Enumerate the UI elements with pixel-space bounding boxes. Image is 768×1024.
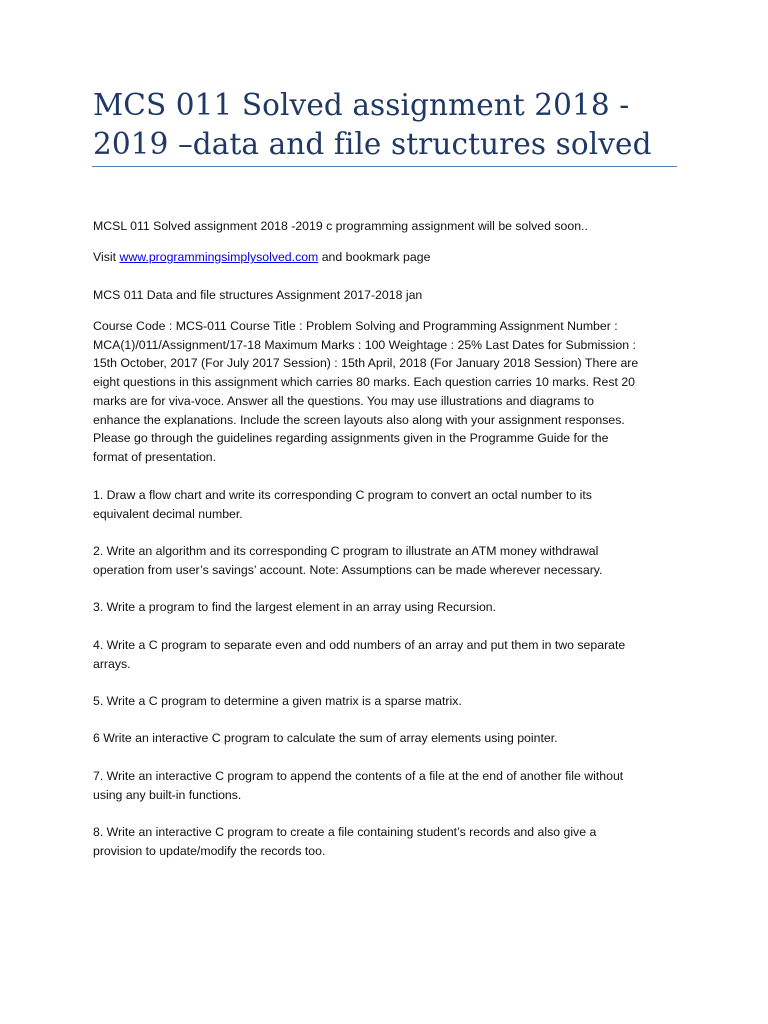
visit-prefix: Visit — [93, 250, 120, 264]
question-line: 7. Write an interactive C program to append the contents of a file at the end of another file without — [93, 769, 624, 783]
course-details-line: eight questions in this assignment which carries 80 marks. Each question carries 10 marks. Rest 20 — [93, 375, 635, 390]
course-details-line: Please go through the guidelines regarding assignments given in the Programme Guide for the — [93, 431, 609, 446]
question-4 — [93, 636, 683, 673]
course-details-paragraph — [93, 317, 683, 467]
question-5 — [93, 692, 683, 711]
question-8 — [93, 823, 683, 860]
question-6 — [93, 729, 683, 748]
course-details-line: marks are for viva-voce. Answer all the questions. You may use illustrations and diagrams to — [93, 393, 595, 408]
assignment-heading: MCS 011 Data and file structures Assignment 2017-2018 jan — [93, 288, 423, 302]
question-line: 1. Draw a flow chart and write its corresponding C program to convert an octal number to its — [93, 488, 592, 502]
question-1 — [93, 486, 683, 523]
course-details-line: format of presentation. — [93, 449, 217, 464]
question-line: operation from user’s savings’ account. Note: Assumptions can be made wherever necessary. — [93, 562, 603, 577]
question-line: arrays. — [93, 656, 131, 671]
course-details-line: enhance the explanations. Include the screen layouts also along with your assignment responses. — [93, 412, 625, 427]
question-line: provision to update/modify the records too. — [93, 843, 326, 858]
question-3 — [93, 598, 683, 617]
website-link[interactable]: www.programmingsimplysolved.com — [119, 250, 319, 264]
document-title-line-2: 2019 –data and file structures solved — [93, 127, 652, 161]
visit-suffix: and bookmark page — [318, 250, 431, 264]
title-underline-rule — [92, 166, 677, 167]
course-details-line: Course Code : MCS-011 Course Title : Problem Solving and Programming Assignment Number : — [93, 319, 618, 333]
question-line: 5. Write a C program to determine a given matrix is a sparse matrix. — [93, 694, 462, 708]
course-details-line: 15th October, 2017 (For July 2017 Session) : 15th April, 2018 (For January 2018 Session) There are — [93, 356, 639, 371]
question-line: using any built-in functions. — [93, 787, 242, 802]
visit-line — [93, 248, 683, 267]
question-line: 6 Write an interactive C program to calculate the sum of array elements using pointer. — [93, 731, 558, 745]
document-title-line-1: MCS 011 Solved assignment 2018 - — [93, 88, 630, 122]
question-line: 4. Write a C program to separate even and odd numbers of an array and put them in two separate — [93, 638, 626, 652]
mcsl-note: MCSL 011 Solved assignment 2018 -2019 c programming assignment will be solved soon.. — [93, 219, 588, 233]
question-2 — [93, 542, 683, 579]
question-line: equivalent decimal number. — [93, 506, 243, 521]
question-line: 3. Write a program to find the largest element in an array using Recursion. — [93, 600, 497, 614]
question-line: 8. Write an interactive C program to create a file containing student’s records and also give a — [93, 825, 597, 839]
document-title — [93, 86, 683, 164]
course-details-line: MCA(1)/011/Assignment/17-18 Maximum Marks : 100 Weightage : 25% Last Dates for Submission : — [93, 337, 636, 352]
question-7 — [93, 767, 683, 804]
question-line: 2. Write an algorithm and its corresponding C program to illustrate an ATM money withdrawal — [93, 544, 599, 558]
